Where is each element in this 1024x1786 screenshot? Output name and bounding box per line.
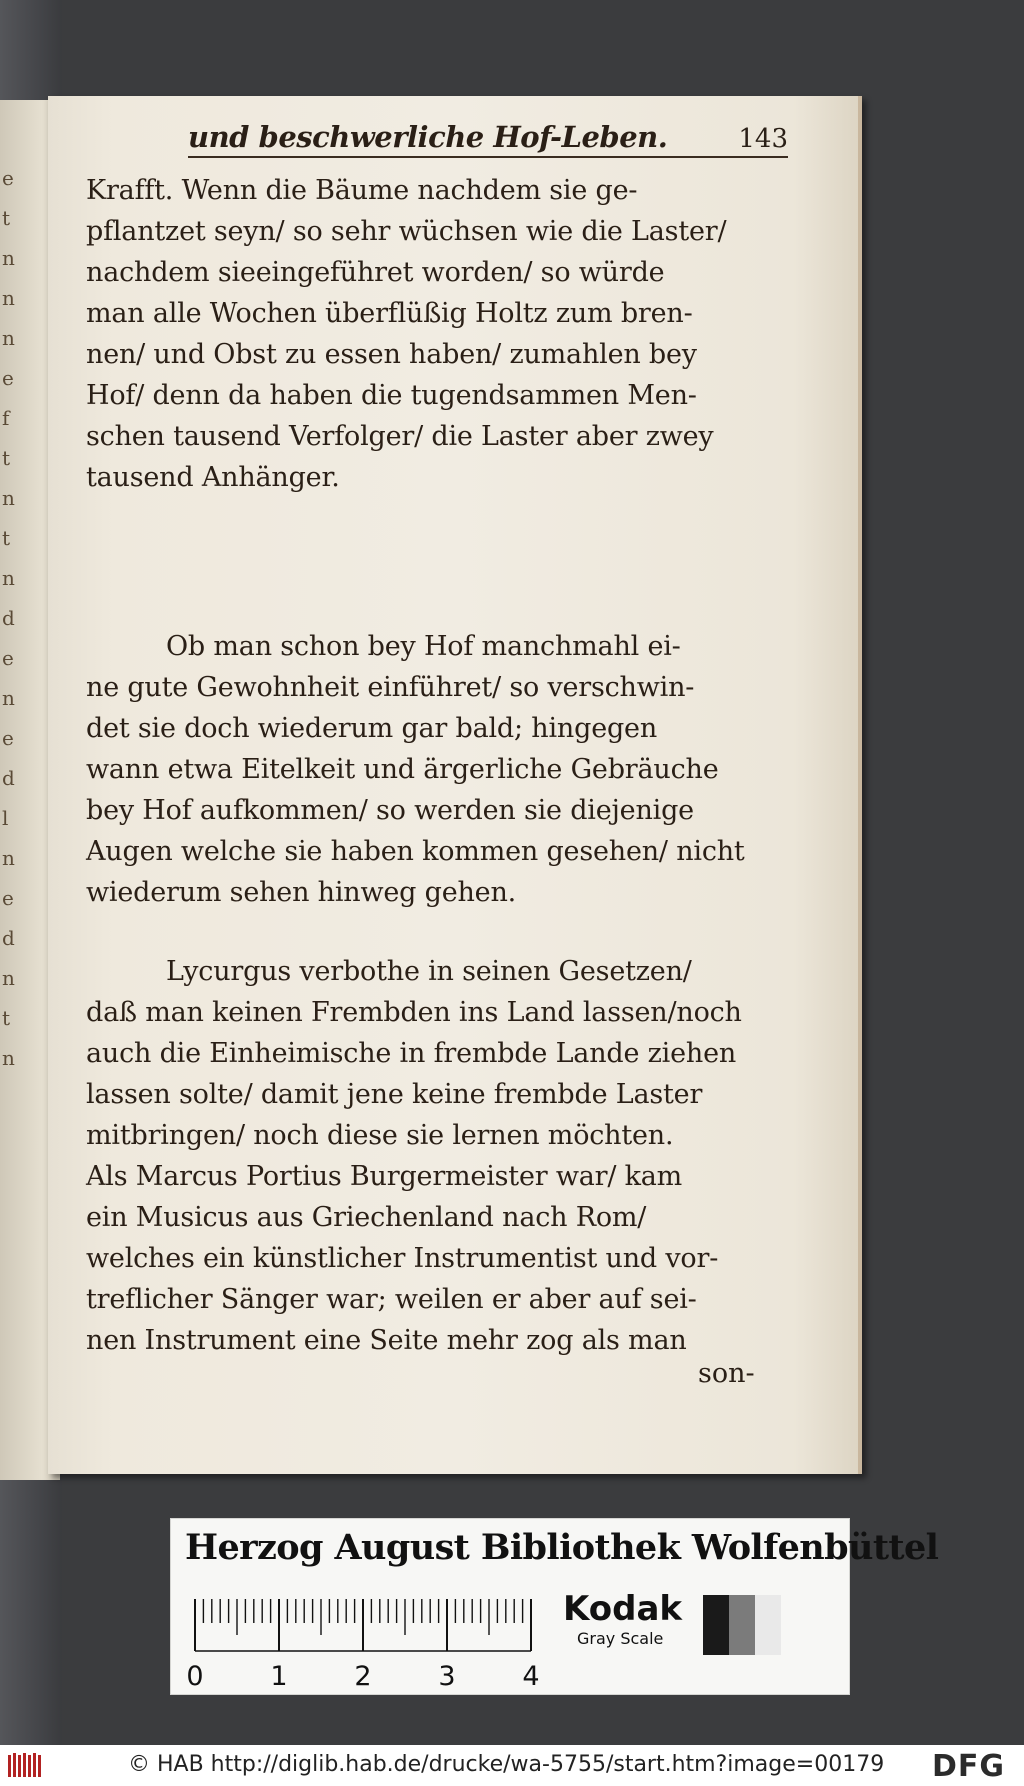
- text-line: nen Instrument eine Seite mehr zog als man: [86, 1325, 687, 1356]
- text-line: schen tausend Verfolger/ die Laster aber zwey: [86, 421, 714, 452]
- paragraph-2: [86, 626, 786, 913]
- dfg-logo: DFG: [932, 1749, 1006, 1784]
- catchword: son-: [698, 1358, 755, 1389]
- hab-logo-icon: [6, 1751, 46, 1780]
- prev-page-letter: n: [2, 286, 15, 310]
- color-calibration-card: [170, 1518, 939, 1695]
- text-line: nen/ und Obst zu essen haben/ zumahlen bey: [86, 339, 697, 370]
- text-line: Augen welche sie haben kommen gesehen/ nicht: [86, 836, 745, 867]
- prev-page-letter: t: [2, 526, 11, 550]
- gray-swatches: [703, 1595, 781, 1655]
- gray-swatch: [703, 1595, 729, 1655]
- gray-swatch: [729, 1595, 755, 1655]
- prev-page-letter: n: [2, 846, 15, 870]
- text-line: wiederum sehen hinweg gehen.: [86, 877, 517, 908]
- prev-page-letter: n: [2, 486, 15, 510]
- ruler-label: 4: [522, 1661, 540, 1691]
- prev-page-letter: t: [2, 206, 11, 230]
- book-page: [48, 96, 862, 1474]
- text-line: lassen solte/ damit jene keine frembde Laster: [86, 1079, 703, 1110]
- gray-scale-label: Gray Scale: [577, 1629, 664, 1648]
- text-line: daß man keinen Frembden ins Land lassen/noch: [86, 997, 742, 1028]
- text-line: bey Hof aufkommen/ so werden sie diejenige: [86, 795, 694, 826]
- kodak-logo: Kodak: [563, 1589, 682, 1629]
- text-line: treflicher Sänger war; weilen er aber auf sei-: [86, 1284, 697, 1315]
- text-line: Lycurgus verbothe in seinen Gesetzen/: [166, 956, 692, 987]
- gray-swatch: [755, 1595, 781, 1655]
- text-line: nachdem sieeingeführet worden/ so würde: [86, 257, 665, 288]
- text-line: Krafft. Wenn die Bäume nachdem sie ge-: [86, 175, 638, 206]
- page-number: 143: [738, 124, 788, 154]
- institution-name: Herzog August Bibliothek Wolfenbüttel: [185, 1527, 939, 1568]
- text-line: mitbringen/ noch diese sie lernen möchten.: [86, 1120, 674, 1151]
- text-line: ne gute Gewohnheit einführet/ so verschwin-: [86, 672, 695, 703]
- text-line: man alle Wochen überflüßig Holtz zum bren-: [86, 298, 693, 329]
- ruler-label: 2: [354, 1661, 372, 1691]
- footer-bar: [0, 1745, 1024, 1786]
- ruler-label: 0: [186, 1661, 204, 1691]
- prev-page-letter: n: [2, 326, 15, 350]
- prev-page-letter: n: [2, 966, 15, 990]
- paragraph-3: [86, 951, 806, 1361]
- prev-page-letter: n: [2, 686, 15, 710]
- prev-page-letter: e: [2, 886, 14, 910]
- prev-page-letter: n: [2, 566, 15, 590]
- text-line: welches ein künstlicher Instrumentist und vor-: [86, 1243, 719, 1274]
- text-line: ein Musicus aus Griechenland nach Rom/: [86, 1202, 647, 1233]
- text-line: auch die Einheimische in frembde Lande ziehen: [86, 1038, 737, 1069]
- prev-page-letter: l: [2, 806, 9, 830]
- prev-page-letter: t: [2, 446, 11, 470]
- copyright-url[interactable]: © HAB http://diglib.hab.de/drucke/wa-5755/start.htm?image=00179: [128, 1752, 885, 1777]
- text-line: tausend Anhänger.: [86, 462, 340, 493]
- ruler-label: 1: [270, 1661, 288, 1691]
- prev-page-letter: e: [2, 646, 14, 670]
- prev-page-letter: e: [2, 366, 14, 390]
- prev-page-letter: d: [2, 926, 15, 950]
- text-line: Ob man schon bey Hof manchmahl ei-: [166, 631, 681, 662]
- prev-page-letter: e: [2, 726, 14, 750]
- paragraph-1: [86, 170, 786, 498]
- text-line: det sie doch wiederum gar bald; hingegen: [86, 713, 658, 744]
- prev-page-letter: n: [2, 246, 15, 270]
- text-line: pflantzet seyn/ so sehr wüchsen wie die Laster/: [86, 216, 727, 247]
- header-rule: [188, 156, 788, 158]
- text-line: Als Marcus Portius Burgermeister war/ kam: [86, 1161, 683, 1192]
- prev-page-letter: f: [2, 406, 10, 430]
- header-title: und beschwerliche Hof-Leben.: [188, 120, 668, 154]
- running-header: [188, 110, 788, 154]
- ruler-label: 3: [438, 1661, 456, 1691]
- prev-page-letter: d: [2, 606, 15, 630]
- text-line: wann etwa Eitelkeit und ärgerliche Gebräuche: [86, 754, 719, 785]
- prev-page-letter: n: [2, 1046, 15, 1070]
- prev-page-letter: d: [2, 766, 15, 790]
- prev-page-letter: e: [2, 166, 14, 190]
- text-line: Hof/ denn da haben die tugendsammen Men-: [86, 380, 697, 411]
- prev-page-letter: t: [2, 1006, 11, 1030]
